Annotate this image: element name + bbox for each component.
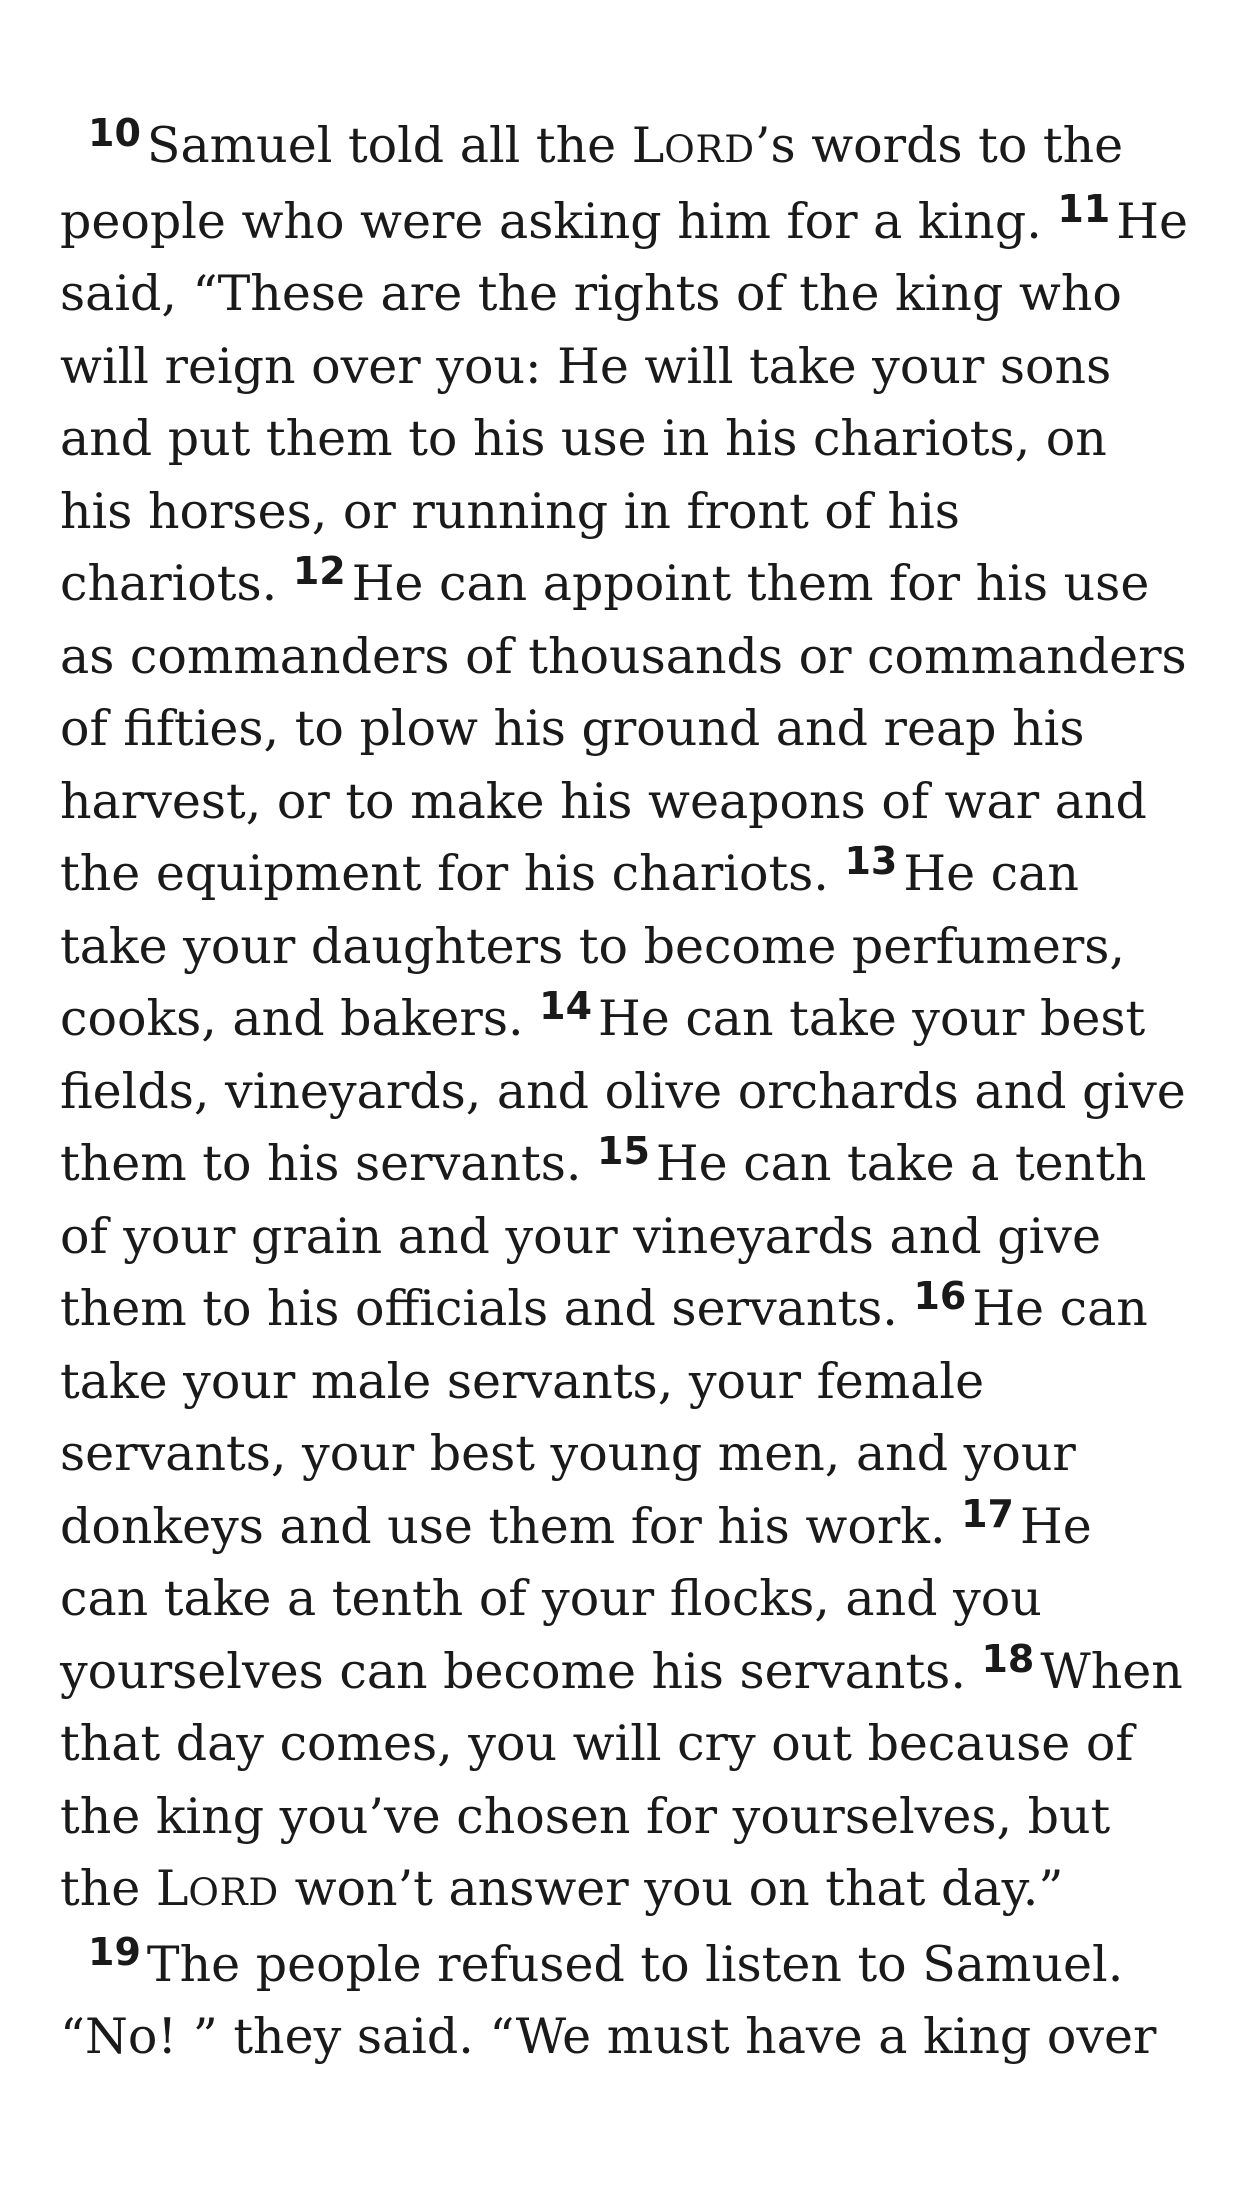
divine-name-initial: L xyxy=(631,117,665,174)
verse-text: He said, “These are the rights of the king who will reign over you: He will take your sons and put them to his use in his chariots, on his horses, or running in front of his chariots. xyxy=(60,192,1188,612)
verse-number: 10 xyxy=(88,111,141,156)
verse-text: He can take your best fields, vineyards, and olive orchards and give them to his servants. xyxy=(60,990,1186,1192)
verse-text: He can take your daughters to become perfumers, cooks, and bakers. xyxy=(60,845,1126,1047)
paragraph xyxy=(60,110,1190,1929)
verse-text: Samuel told all the xyxy=(146,117,632,174)
paragraph xyxy=(60,1929,1190,2074)
scripture-passage xyxy=(60,110,1190,2074)
verse-text: He can take your male servants, your female servants, your best young men, and your donkeys and use them for his work. xyxy=(60,1280,1148,1555)
divine-name-smallcaps: ORD xyxy=(664,127,755,171)
verse-number: 13 xyxy=(844,839,898,884)
verse-number: 18 xyxy=(981,1636,1035,1681)
verse-number: 19 xyxy=(88,1929,141,1974)
divine-name xyxy=(156,1860,279,1917)
verse-number: 15 xyxy=(597,1129,650,1174)
verse-number: 11 xyxy=(1057,186,1111,231)
verse-text: won’t answer you on that day.” xyxy=(279,1860,1064,1917)
verse-text: The people refused to listen to Samuel. “No! ” they said. “We must have a king over xyxy=(60,1935,1157,2065)
divine-name xyxy=(632,117,755,174)
verse-number: 14 xyxy=(539,984,593,1029)
verse-text: He can take a tenth of your grain and your vineyards and give them to his officials and servants. xyxy=(60,1135,1147,1337)
verse-text: ’s words to the people who were asking him for a king. xyxy=(60,117,1124,250)
verse-text: He can take a tenth of your flocks, and you yourselves can become his servants. xyxy=(60,1497,1092,1700)
divine-name-initial: L xyxy=(155,1860,189,1917)
verse-number: 12 xyxy=(292,549,346,594)
verse-text: When that day comes, you will cry out because of the king you’ve chosen for yourselves, but the xyxy=(60,1642,1183,1917)
divine-name-smallcaps: ORD xyxy=(188,1870,280,1914)
verse-number: 16 xyxy=(913,1274,967,1319)
verse-number: 17 xyxy=(961,1491,1014,1536)
verse-text: He can appoint them for his use as commanders of thousands or commanders of fifties, to plow his ground and reap his harvest, or to make his weapons of war and the equipment for his chariots. xyxy=(60,555,1187,902)
